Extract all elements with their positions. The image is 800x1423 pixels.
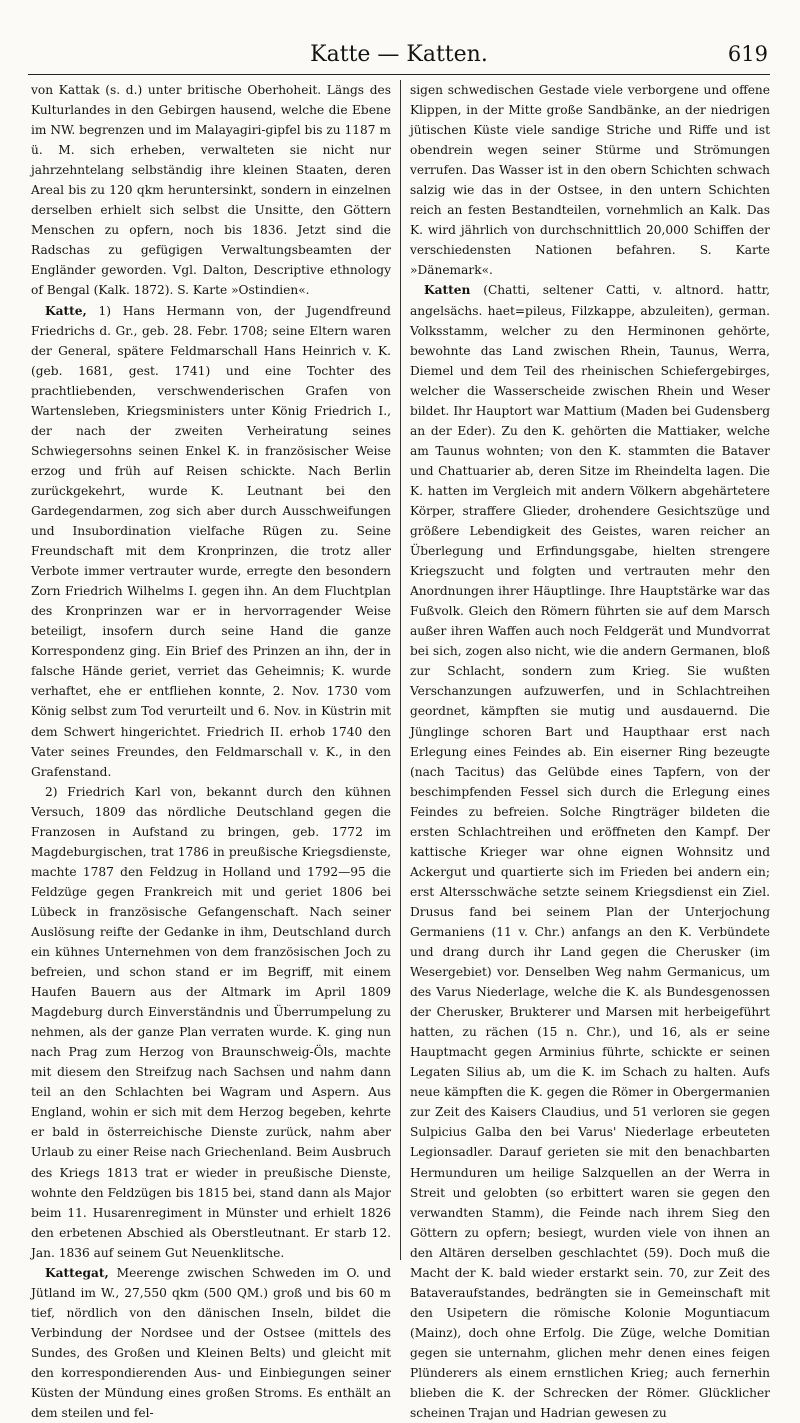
- entry-katte: [31, 301, 391, 782]
- paragraph-text: sigen schwedischen Gestade viele verborgene und offene Klippen, in der Mitte große Sandbänke, an der niedrigen jütischen Küste viele sandige Striche und Riffe und ist obendrein wegen seiner Stürme und Strömungen verrufen. Das Wasser ist in den obern Schichten schwach salzig wie das in der Ostsee, in den untern Schichten reich an festen Bestandteilen, vornehmlich an Kalk. Das K. wird jährlich von durchschnittlich 20,000 Schiffen der verschiedensten Nationen befahren. S. Karte »Dänemark«.: [410, 83, 770, 278]
- entry-text: Meerenge zwischen Schweden im O. und Jütland im W., 27,550 qkm (500 QM.) groß und bis 60 m tief, nördlich von den dänischen Inseln, bildet die Verbindung der Nordsee und der Ostsee (mittels des Sundes, des Großen und Kleinen Belts) und gleicht mit den korrespondierenden Aus- und Einbiegungen seiner Küsten der Mündung eines großen Stroms. Es enthält an dem steilen und fel-: [31, 1265, 391, 1421]
- entry-kattegat: [31, 1263, 391, 1423]
- entry-katte-2: [31, 782, 391, 1263]
- entry-lemma: Katten: [424, 283, 471, 298]
- paragraph-text: von Kattak (s. d.) unter britische Oberhoheit. Längs des Kulturlandes in den Gebirgen hausend, welche die Ebene im NW. begrenzen und im Malayagiri-gipfel bis zu 1187 m ü. M. sich erheben, verwalteten sie nicht nur jahrzehntelang selbständig ihre kleinen Staaten, deren Areal bis zu 120 qkm heruntersinkt, sondern in einzelnen derselben erhielt sich selbst die Unsitte, den Göttern Menschen zu opfern, noch bis 1836. Jetzt sind die Radschas zu gefügigen Verwaltungsbeamten der Engländer geworden. Vgl. Dalton, Descriptive ethnology of Bengal (Kalk. 1872). S. Karte »Ostindien«.: [31, 83, 391, 298]
- entry-text: (Chatti, seltener Catti, v. altnord. hattr, angelsächs. haet=pileus, Filzkappe, abzuleiten), german. Volksstamm, welcher zu den Herminonen gehörte, bewohnte das Land zwischen Rhein, Taunus, Werra, Diemel und dem Teil des rheinischen Schiefergebirges, welcher die Wasserscheide zwischen Rhein und Weser bildet. Ihr Hauptort war Mattium (Maden bei Gudensberg an der Eder). Zu den K. gehörten die Mattiaker, welche am Taunus wohnten; von den K. stammten die Bataver und Chattuarier ab, deren Sitze im Rheindelta lagen. Die K. hatten im Vergleich mit andern Völkern abgehärtetere Körper, straffere Glieder, drohendere Gesichtszüge und größere Lebendigkeit des Geistes, waren reicher an Überlegung und Erfindungsgabe, hielten strengere Kriegszucht und folgten und vertrauten mehr den Anordnungen ihrer Häuptlinge. Ihre Hauptstärke war das Fußvolk. Gleich den Römern führten sie auf dem Marsch außer ihren Waffen auch noch Feldgerät und Mundvorrat bei sich, zogen also nicht, wie die andern Germanen, bloß zur Schlacht, sondern zum Krieg. Sie wußten Verschanzungen aufzuwerfen, und in Schlachtreihen geordnet, kämpften sie mutig und ausdauernd. Die Jünglinge schoren Bart und Haupthaar erst nach Erlegung eines Feindes ab. Ein eiserner Ring bezeugte (nach Tacitus) das Gelübde eines Tapfern, von der beschimpfenden Fessel sich durch die Erlegung eines Feindes zu befreien. Solche Ringträger bildeten die ersten Schlachtreihen und eröffneten den Kampf. Der kattische Krieger war ohne eignen Wohnsitz und Ackergut und quartierte sich im Frieden bei andern ein; erst Altersschwäche setzte seinem Kriegsdienst ein Ziel. Drusus fand bei seinem Plan der Unterjochung Germaniens (11 v. Chr.) anfangs an den K. Verbündete und drang durch ihr Land gegen die Cherusker (im Wesergebiet) vor. Denselben Weg nahm Germanicus, um des Varus Niederlage, welche die K. als Bundesgenossen der Cherusker, Brukterer und Marsen mit herbeigeführt hatten, zu rächen (15 n. Chr.), und 16, als er seine Hauptmacht gegen Arminius führte, schickte er seinen Legaten Silius ab, um die K. im Schach zu halten. Aufs neue kämpften die K. gegen die Römer in Obergermanien zur Zeit des Kaisers Claudius, und 51 verloren sie gegen Sulpicius Galba den bei Varus' Niederlage erbeuteten Legionsadler. Darauf gerieten sie mit den benachbarten Hermunduren um heilige Salzquellen an der Werra in Streit und gelobten (so erbittert waren sie gegen den verwandten Stamm), die Feinde nach ihrem Sieg den Göttern zu opfern; besiegt, wurden viele von ihnen an den Altären derselben geschlachtet (59). Doch muß die Macht der K. bald wieder erstarkt sein. 70, zur Zeit des Bataveraufstandes, bedrängten sie in Gemeinschaft mit den Usipetern die römische Kolonie Moguntiacum (Mainz), doch ohne Erfolg. Die Züge, welche Domitian gegen sie unternahm, glichen mehr denen eines feigen Plünderers als einem ernstlichen Krieg; auch fernerhin blieben die K. der Schrecken der Römer. Glücklicher scheinen Trajan und Hadrian gewesen zu: [410, 283, 770, 1421]
- page-number: 619: [727, 42, 768, 66]
- page-header: [28, 38, 770, 75]
- paragraph-continuation: [410, 80, 770, 280]
- right-column: [410, 80, 770, 1421]
- entry-text: 1) Hans Hermann von, der Jugendfreund Friedrichs d. Gr., geb. 28. Febr. 1708; seine Eltern waren der General, spätere Feldmarschall Hans Heinrich v. K. (geb. 1681, gest. 1741) und eine Tochter des prachtliebenden, verschwenderischen Grafen von Wartensleben, Kriegsministers unter König Friedrich I., der nach der zweiten Verheiratung seines Schwiegersohns seinen Enkel K. in französischer Weise erzog und früh auf Reisen schickte. Nach Berlin zurückgekehrt, wurde K. Leutnant bei den Gardegendarmen, zog sich aber durch Ausschweifungen und Insubordination vielfache Rügen zu. Seine Freundschaft mit dem Kronprinzen, die trotz aller Verbote immer vertrauter wurde, erregte den besondern Zorn Friedrich Wilhelms I. gegen ihn. An dem Fluchtplan des Kronprinzen war er in hervorragender Weise beteiligt, insofern durch seine Hand die ganze Korrespondenz ging. Ein Brief des Prinzen an ihn, der in falsche Hände geriet, verriet das Geheimnis; K. wurde verhaftet, ehe er entfliehen konnte, 2. Nov. 1730 vom König selbst zum Tod verurteilt und 6. Nov. in Küstrin mit dem Schwert hingerichtet. Friedrich II. erhob 1740 den Vater seines Freundes, den Feldmarschall v. K., in den Grafenstand.: [31, 303, 391, 779]
- running-title: Katte — Katten.: [310, 42, 488, 67]
- column-divider: [400, 80, 401, 1260]
- entry-katten: [410, 280, 770, 1423]
- paragraph-continuation: [31, 80, 391, 301]
- entry-lemma: Kattegat,: [45, 1265, 109, 1280]
- entry-lemma: Katte,: [45, 303, 87, 318]
- left-column: [31, 80, 391, 1421]
- entry-text: 2) Friedrich Karl von, bekannt durch den kühnen Versuch, 1809 das nördliche Deutschland gegen die Franzosen in Aufstand zu bringen, geb. 1772 im Magdeburgischen, trat 1786 in preußische Kriegsdienste, machte 1787 den Feldzug in Holland und 1792—95 die Feldzüge gegen Frankreich mit und geriet 1806 bei Lübeck in französische Gefangenschaft. Nach seiner Auslösung reifte der Gedanke in ihm, Deutschland durch ein kühnes Unternehmen von dem französischen Joch zu befreien, und schon stand er im Begriff, mit einem Haufen Bauern aus der Altmark im April 1809 Magdeburg durch Einverständnis und Überrumpelung zu nehmen, als der ganze Plan verraten wurde. K. ging nun nach Prag zum Herzog von Braunschweig-Öls, machte mit diesem den Streifzug nach Sachsen und nahm dann teil an den Schlachten bei Wagram und Aspern. Aus England, wohin er sich mit dem Herzog begeben, kehrte er bald in österreichische Dienste zurück, nahm aber Urlaub zu einer Reise nach Griechenland. Beim Ausbruch des Kriegs 1813 trat er wieder in preußische Dienste, wohnte den Feldzügen bis 1815 bei, stand dann als Major beim 11. Husarenregiment in Münster und erhielt 1826 den erbetenen Abschied als Oberstleutnant. Er starb 12. Jan. 1836 auf seinem Gut Neuenklitsche.: [31, 784, 391, 1260]
